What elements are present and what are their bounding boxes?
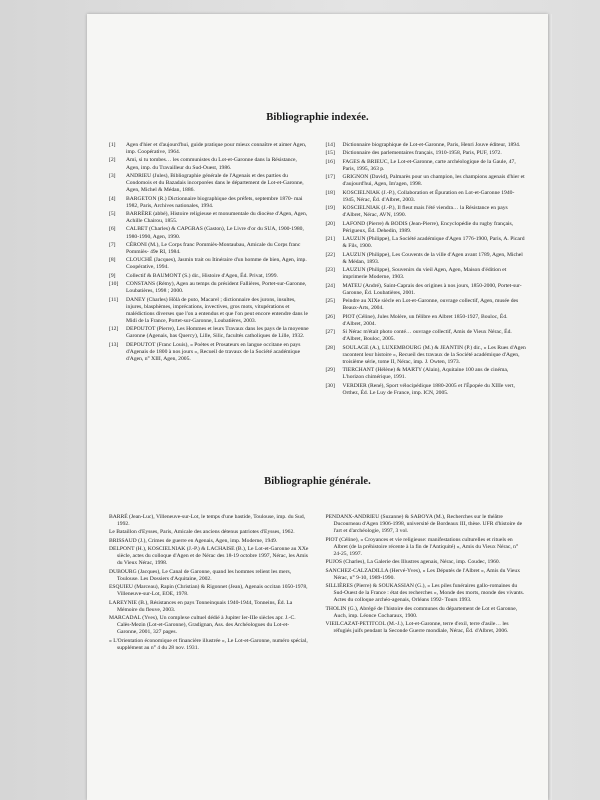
indexed-column-right (326, 142, 527, 398)
entry-text: KOSCIELNIAK (J.-P.), Collaboration et Épuration en Lot-et-Garonne 1940-1945, Nérac, Éd. d'Albret, 2003. (342, 189, 515, 203)
indexed-entry (109, 211, 310, 225)
entry-text: CÉRONI (M.), Le Corps franc Pommiès-Montaubau, Amicale du Corps franc Pommiès- 49e RI, 1984. (126, 241, 301, 255)
indexed-entry (109, 273, 310, 280)
general-bibliography (109, 514, 526, 653)
entry-number: [15] (325, 150, 335, 157)
entry-text: Dictionnaire des parlementaires français, 1910-1958, Paris, PUF, 1972. (342, 150, 502, 157)
entry-number: [9] (109, 272, 116, 279)
entry-number: [7] (109, 241, 116, 248)
indexed-entry (326, 159, 527, 173)
indexed-entry (109, 157, 310, 171)
entry-text: BARGETON (R.) Dictionnaire biographique des préfets, septembre 1870- mai 1982, Paris, Archives nationales, 1994. (126, 195, 303, 209)
entry-number: [5] (109, 210, 116, 217)
entry-text: Si Nérac m'était photo conté… ouvrage collectif, Amis de Vieux Nérac, Éd. d'Albret, Bouloc, 2005. (342, 329, 512, 343)
entry-text: LAUZUN (Philippe), La Société académique d'Agen 1776-1900, Paris, A. Picard & Fils, 1900. (342, 236, 525, 250)
general-entry: MARCADAL (Yves), Un complexe cultuel dédié à Jupiter Ier-IIIe siècles apr. J.-C. Calès-Mezin (Lot-et-Garonne), Gradignan, Ass. des Archéologues du Lot-et-Garonne, 2001, 327 pages. (109, 615, 296, 636)
entry-text: BARRÈRE (abbé), Histoire religieuse et monumentale du diocèse d'Agen, Agen, Achille Chairou, 1855. (126, 210, 308, 225)
indexed-entry (326, 205, 527, 219)
entry-text: LAUZUN (Philippe), Souvenirs du vieil Agen, Agen, Maison d'édition et imprimerie Moderne, 1903. (342, 267, 507, 281)
general-entry: « L'Orientation économique et financière illustrée », Le Lot-et-Garonne, numéro spécial, supplément au n° 4 du 28 nov. 1931. (109, 637, 308, 651)
indexed-entry (109, 173, 310, 194)
general-entry: Le Bataillon d'Eysses, Paris, Amicale des anciens détenus patriotes d'Eysses, 1962. (109, 529, 295, 536)
entry-text: Ami, si tu tombes… les communistes du Lot-et-Garonne dans la Résistance, Agen, imp. du Travailleur du Sud-Ouest, 1986. (126, 157, 297, 171)
entry-text: TIERCHANT (Hélène) & MARTY (Alain), Aquitaine 100 ans de cinéma, L'horizon chimérique, 1991. (342, 367, 509, 381)
indexed-entry (109, 297, 310, 325)
indexed-entry (109, 326, 310, 340)
indexed-entry (326, 252, 527, 266)
entry-text: DANEY (Charles) Hôlà de puto, Macarel ; dictionnaire des jurons, insultes, injures, blasphèmes, imprécations, invectives, gros mots, vitupérations et malédictions diverses que l'on a entendus et que l'on peut encore entendre dans le Midi de la France, Portet-sur-Garonne, Loubatières, 2003. (126, 296, 309, 324)
entry-text: CLOUCHÉ (Jacques), Jasmin trait ou Itinéraire d'un homme de bien, Agen, imp. Coopérative, 1994. (126, 257, 307, 271)
general-entry: PUJOS (Charles), La Galerie des Illustres agenais, Nérac, imp. Coudec, 1960. (325, 559, 501, 566)
entry-text: FAGES & BRIEUC, Le Lot-et-Garonne, carte archéologique de la Gaule, 47, Paris, 1995, 363 p. (342, 158, 516, 172)
entry-number: [27] (325, 329, 335, 336)
entry-number: [30] (325, 382, 335, 389)
indexed-entry (326, 367, 527, 381)
entry-number: [29] (325, 367, 335, 374)
general-entry: LAREYNIE (B.), Résistances en pays Tonneinquais 1940-1944, Tonneins, Éd. La Mémoire du fleuve, 2003. (109, 599, 293, 613)
general-entry: DUBOURG (Jacques), Le Canal de Garonne, quand les hommes relient les mers, Toulouse. Les Dossiers d'Aquitaine, 2002. (109, 568, 292, 582)
indexed-entry (109, 257, 310, 271)
entry-text: ANDRIEU (Jules), Bibliographie générale de l'Agenais et des parties du Condomois et du Bazadais incorporées dans le département de Lot-et-Garonne, Agen, Michel & Médan, 1886. (126, 172, 304, 194)
entry-text: DEPOUTOT (Franc Louis), « Poètes et Prosateurs en langue occitane en pays d'Agenais de 1800 à nos jours », Recueil de travaux de la Société académique d'Agen, n° XIII, Agen, 2005. (126, 341, 301, 362)
entry-number: [6] (109, 226, 116, 233)
general-bibliography-title: Bibliographie générale. (264, 476, 371, 487)
general-entry: BRISSAUD (J.), Crimes de guerre en Agenais, Agen, imp. Moderne, 1949. (109, 537, 278, 544)
book-page (87, 14, 548, 800)
entry-text: VERDIER (René), Sport vélocipédique 1880-2005 et l'Épopée du XIIIe vert, Orthez, Éd. Le Luy de France, imp. ICN, 2005. (342, 382, 515, 396)
general-entry: BARRÉ (Jean-Luc), Villeneuve-sur-Lot, le temps d'une bastide, Toulouse, imp. du Sud, 1992. (109, 514, 306, 528)
indexed-entry (109, 142, 310, 156)
general-entry: SILLIÈRES (Pierre) & SOUKASSIAN (G.), « Les piles funéraires gallo-romaines du Sud-Ouest de la France : état des recherches », Monde des morts, monde des vivants. Actes du colloque archéo-agenais, Orléans 1992- Tours 1993. (325, 582, 525, 604)
entry-text: LAFOND (Pierre) & BODIS (Jean-Pierre), Encyclopédie du rugby français, Périgueux, Éd. Dehedin, 1989. (342, 220, 514, 234)
entry-text: Collectif & BAUMONT (S.) dir., Histoire d'Agen, Éd. Privat, 1999. (126, 272, 278, 279)
entry-number: [11] (109, 296, 119, 303)
entry-number: [22] (325, 251, 335, 258)
indexed-entry (109, 242, 310, 256)
entry-text: Dictionnaire biographique de Lot-et-Garonne, Paris, Henri Jouve éditeur, 1894. (342, 142, 521, 148)
entry-number: [19] (325, 205, 335, 212)
indexed-entry (326, 221, 527, 235)
entry-number: [12] (109, 326, 119, 333)
indexed-entry (326, 298, 527, 312)
indexed-entry (109, 342, 310, 363)
general-column-right (326, 514, 527, 653)
entry-number: [28] (325, 344, 335, 351)
indexed-entry (326, 150, 527, 157)
indexed-entry (326, 383, 527, 397)
general-column-left (109, 514, 310, 653)
general-entry: SANCHEZ-CALZADILLA (Hervé-Yves), « Les Députés de l'Albret », Amis du Vieux Nérac, n° 9-10, 1989-1990. (325, 567, 521, 581)
entry-text: GRIGNON (David), Palmarès pour un champion, les champions agenais d'hier et d'aujourd'hui, Agen, Im'agen, 1998. (342, 174, 525, 188)
entry-number: [13] (109, 341, 119, 348)
general-entry: THOLIN (G.), Abrégé de l'histoire des communes du département de Lot et Garonne, Auch, imp. Léonce Cocharaux, 1900. (325, 605, 518, 619)
entry-number: [25] (325, 298, 335, 305)
entry-number: [4] (109, 195, 116, 202)
entry-number: [17] (325, 174, 335, 181)
general-entry: PIOT (Céline), « Croyances et vie religieuse: manifestations culturelles et rituels en Albret (de la préhistoire récente à la fin de l'Antiquité) », Amis du Vieux Nérac, n° 24-25, 1997. (325, 536, 519, 557)
indexed-entry (326, 314, 527, 328)
entry-number: [20] (325, 220, 335, 227)
entry-number: [26] (325, 313, 335, 320)
entry-text: PIOT (Céline), Jules Molère, un félibre en Albret 1850-1927, Bouloc, Éd. d'Albret, 2004. (342, 313, 508, 327)
entry-number: [3] (109, 172, 116, 179)
entry-number: [24] (325, 282, 335, 289)
indexed-column-left (109, 142, 310, 398)
entry-text: Agen d'hier et d'aujourd'hui, guide pratique pour mieux connaître et aimer Agen, imp. Coopérative, 1964. (126, 142, 307, 156)
general-entry: PENDANX-ANDRIEU (Suzanne) & SABOYA (M.), Recherches sur le théâtre Ducourneau d'Agen 1906-1998, université de Bordeaux III, thèse. UFR d'histoire de l'art et d'archéologie, 1997, 3 vol. (325, 514, 523, 535)
entry-number: [8] (109, 257, 116, 264)
indexed-entry (326, 345, 527, 366)
entry-number: [10] (109, 281, 119, 288)
indexed-entry (109, 196, 310, 210)
entry-text: KOSCIELNIAK (J.-P.), Il fleut mais l'été viendra… la Résistance en pays d'Albret, Nérac, AVN, 1990. (342, 205, 508, 219)
indexed-entry (326, 283, 527, 297)
indexed-entry (326, 142, 527, 149)
indexed-entry (326, 236, 527, 250)
entry-number: [14] (325, 142, 335, 148)
indexed-entry (326, 190, 527, 204)
indexed-entry (326, 174, 527, 188)
entry-text: Peindre au XIXe siècle en Lot-et-Garonne, ouvrage collectif, Agen, musée des Beaux-Arts, 2004. (342, 298, 519, 312)
entry-number: [16] (325, 158, 335, 165)
entry-number: [18] (325, 189, 335, 196)
entry-text: LAUZUN (Philippe), Les Couvents de la ville d'Agen avant 1789, Agen, Michel & Médan, 1893. (342, 251, 523, 265)
entry-number: [1] (109, 142, 116, 148)
indexed-entry (326, 267, 527, 281)
indexed-entry (326, 329, 527, 343)
entry-number: [21] (325, 236, 335, 243)
indexed-bibliography-title: Bibliographie indexée. (266, 112, 369, 123)
indexed-entry (109, 226, 310, 240)
general-entry: ESQUIEU (Marceau), Rapin (Christian) & Rigonnet (Jean), Agenais occitan 1050-1978, Villeneuve-sur-Lot, EOE, 1978. (109, 584, 308, 598)
entry-number: [2] (109, 157, 116, 164)
general-entry: DELPONT (H.), KOSCIELNIAK (J.-P.) & LACHAISE (B.), Le Lot-et-Garonne au XXe siècle, actes du colloque d'Agen et de Nérac des 18-19 octobre 1997, Nérac, les Amis du Vieux Nérac, 1998. (109, 546, 309, 567)
entry-text: MATEU (André), Saint-Caprais des origines à nos jours, 1850-2000, Portet-sur-Garonne, Éd. Loubatières, 2001. (342, 282, 522, 296)
entry-number: [23] (325, 267, 335, 274)
indexed-bibliography (109, 142, 526, 398)
entry-text: SOULAGE (A.), LUXEMBOURG (M.) & JEANTIN (P.) dir., « Les Rues d'Agen racontent leur histoire », Recueil des travaux de la Société académique d'Agen, troisième série, tome II, Nérac, imp. J. Owten, 1973. (342, 344, 526, 365)
entry-text: CONSTANS (Rémy), Agen au temps du président Fallières, Portet-sur-Garonne, Loubatières, 1998 ; 2000. (126, 281, 307, 295)
entry-text: CALBET (Charles) & CAPGRAS (Gaston), Le Livre d'or du SUA, 1900-1980, 1980-1990, Agen, 1990. (126, 226, 304, 240)
general-entry: VIEILCAZAT-PETITCOL (M.-J.), Lot-et-Garonne, terre d'exil, terre d'asile… les réfugiés juifs pendant la Seconde Guerre mondiale, Nérac, Éd. d'Albret, 2006. (325, 621, 509, 635)
entry-text: DEPOUTOT (Pierre), Les Hommes et leurs Travaux dans les pays de la moyenne Garonne (Agenais, bas Quercy), Lille, Silic, facultés catholiques de Lille, 1932. (126, 326, 309, 340)
indexed-entry (109, 281, 310, 295)
